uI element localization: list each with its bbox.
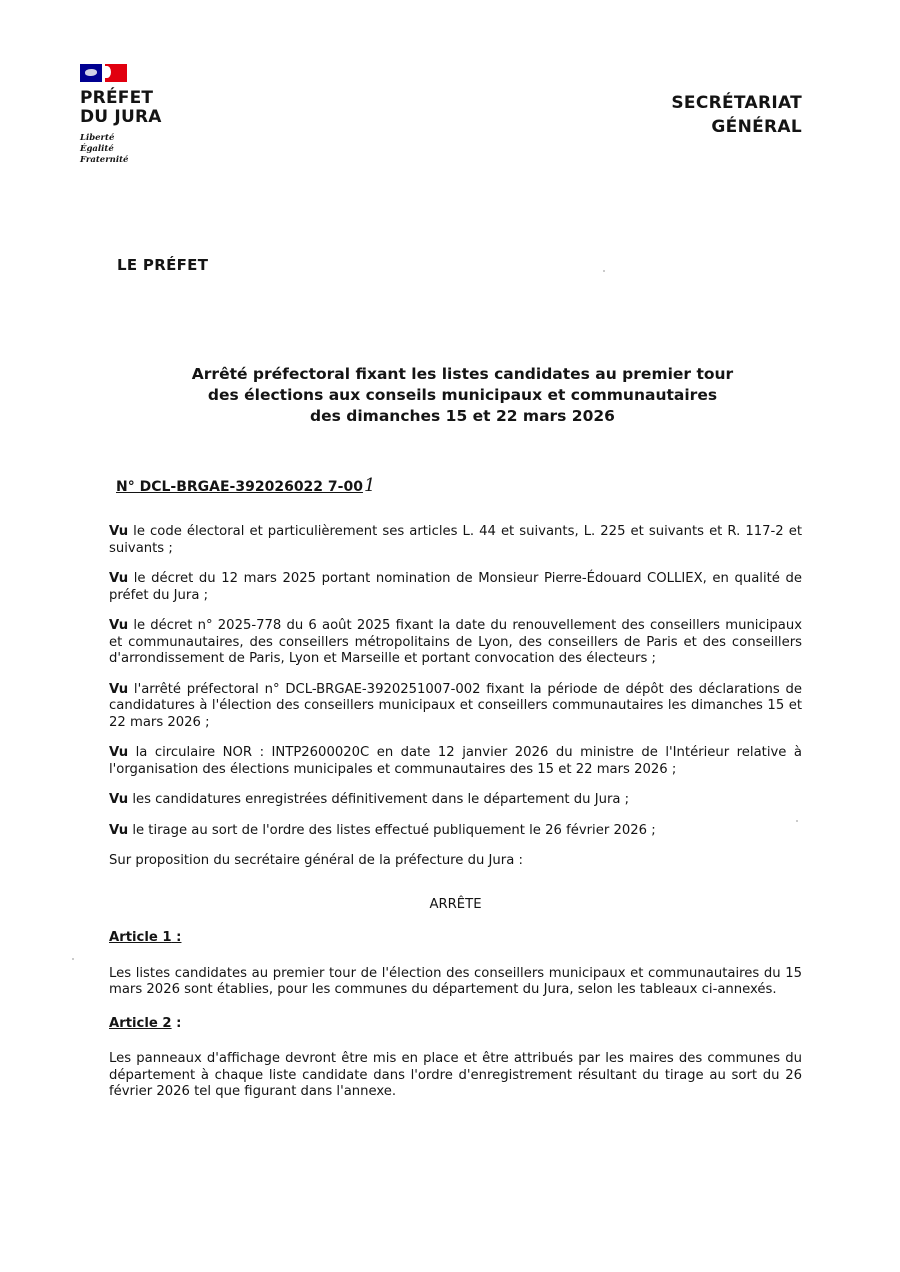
scan-speck — [603, 270, 605, 272]
scan-speck — [72, 958, 74, 960]
title-line1: Arrêté préfectoral fixant les listes candidates au premier tour — [191, 365, 734, 383]
motto-egalite: Égalité — [80, 144, 114, 154]
motto-liberte: Liberté — [80, 133, 115, 143]
service-name-line1: SECRÉTARIAT — [671, 93, 802, 113]
consideration-4: Vu l'arrêté préfectoral n° DCL-BRGAE-3920251007-002 fixant la période de dépôt des déclarations de candidatures à l'élection des conseillers municipaux et conseillers communautaires les dimanches 15 et 22 mars 2026 ; — [109, 681, 802, 730]
reference-printed: N° DCL-BRGAE-392026022 7-00 — [116, 479, 363, 495]
title-line3: des dimanches 15 et 22 mars 2026 — [310, 407, 615, 425]
article-2-text: Les panneaux d'affichage devront être mis en place et être attribués par les maires des communes du département à chaque liste candidate dans l'ordre d'enregistrement résultant du tirage au sort du 26 février 2026 tel que figurant dans l'annexe. — [109, 1051, 802, 1099]
scan-speck — [796, 820, 798, 822]
service-name-line2: GÉNÉRAL — [711, 117, 802, 137]
service-name — [671, 91, 802, 139]
decision-heading: ARRÊTE — [429, 896, 482, 912]
authority-heading: LE PRÉFET — [117, 256, 209, 274]
consideration-2: Vu le décret du 12 mars 2025 portant nomination de Monsieur Pierre-Édouard COLLIEX, en qualité de préfet du Jura ; — [109, 571, 802, 603]
marianne-flag-icon — [80, 63, 132, 83]
marianne-logo-block — [80, 63, 162, 166]
consideration-6: Vu les candidatures enregistrées définitivement dans le département du Jura ; — [109, 792, 630, 807]
motto-fraternite: Fraternité — [80, 155, 129, 165]
prefecture-name-line1: PRÉFET — [80, 88, 154, 108]
consideration-3: Vu le décret n° 2025-778 du 6 août 2025 fixant la date du renouvellement des conseillers municipaux et communautaires, des conseillers métropolitains de Lyon, des conseillers de Paris et des conseillers d'arrondissement de Paris, Lyon et Marseille et portant convocation des électeurs ; — [109, 618, 802, 666]
prefecture-name-line2: DU JURA — [80, 107, 162, 127]
proposal-line: Sur proposition du secrétaire général de la préfecture du Jura : — [109, 853, 523, 868]
article-2-heading: Article 2 : — [109, 1015, 182, 1031]
flag-blue-band — [80, 64, 102, 82]
article-1-heading: Article 1 : — [109, 930, 182, 945]
prefecture-name — [80, 89, 162, 127]
flag-red-band — [105, 64, 127, 82]
reference-handwritten-digit: 1 — [363, 475, 376, 496]
document-body — [109, 524, 802, 1101]
consideration-7: Vu le tirage au sort de l'ordre des listes effectué publiquement le 26 février 2026 ; — [109, 822, 656, 838]
republic-motto — [80, 133, 162, 166]
document-title — [110, 364, 815, 427]
title-line2: des élections aux conseils municipaux et communautaires — [207, 386, 718, 404]
consideration-1: Vu le code électoral et particulièrement ses articles L. 44 et suivants, L. 225 et suivants et R. 117-2 et suivants ; — [109, 524, 802, 556]
reference-number — [116, 475, 375, 496]
consideration-5: Vu la circulaire NOR : INTP2600020C en date 12 janvier 2026 du ministre de l'Intérieur relative à l'organisation des élections municipales et communautaires des 15 et 22 mars 2026 ; — [109, 745, 802, 777]
article-1-text: Les listes candidates au premier tour de l'élection des conseillers municipaux et communautaires du 15 mars 2026 sont établies, pour les communes du département du Jura, selon les tableaux ci-annexés. — [109, 965, 802, 997]
